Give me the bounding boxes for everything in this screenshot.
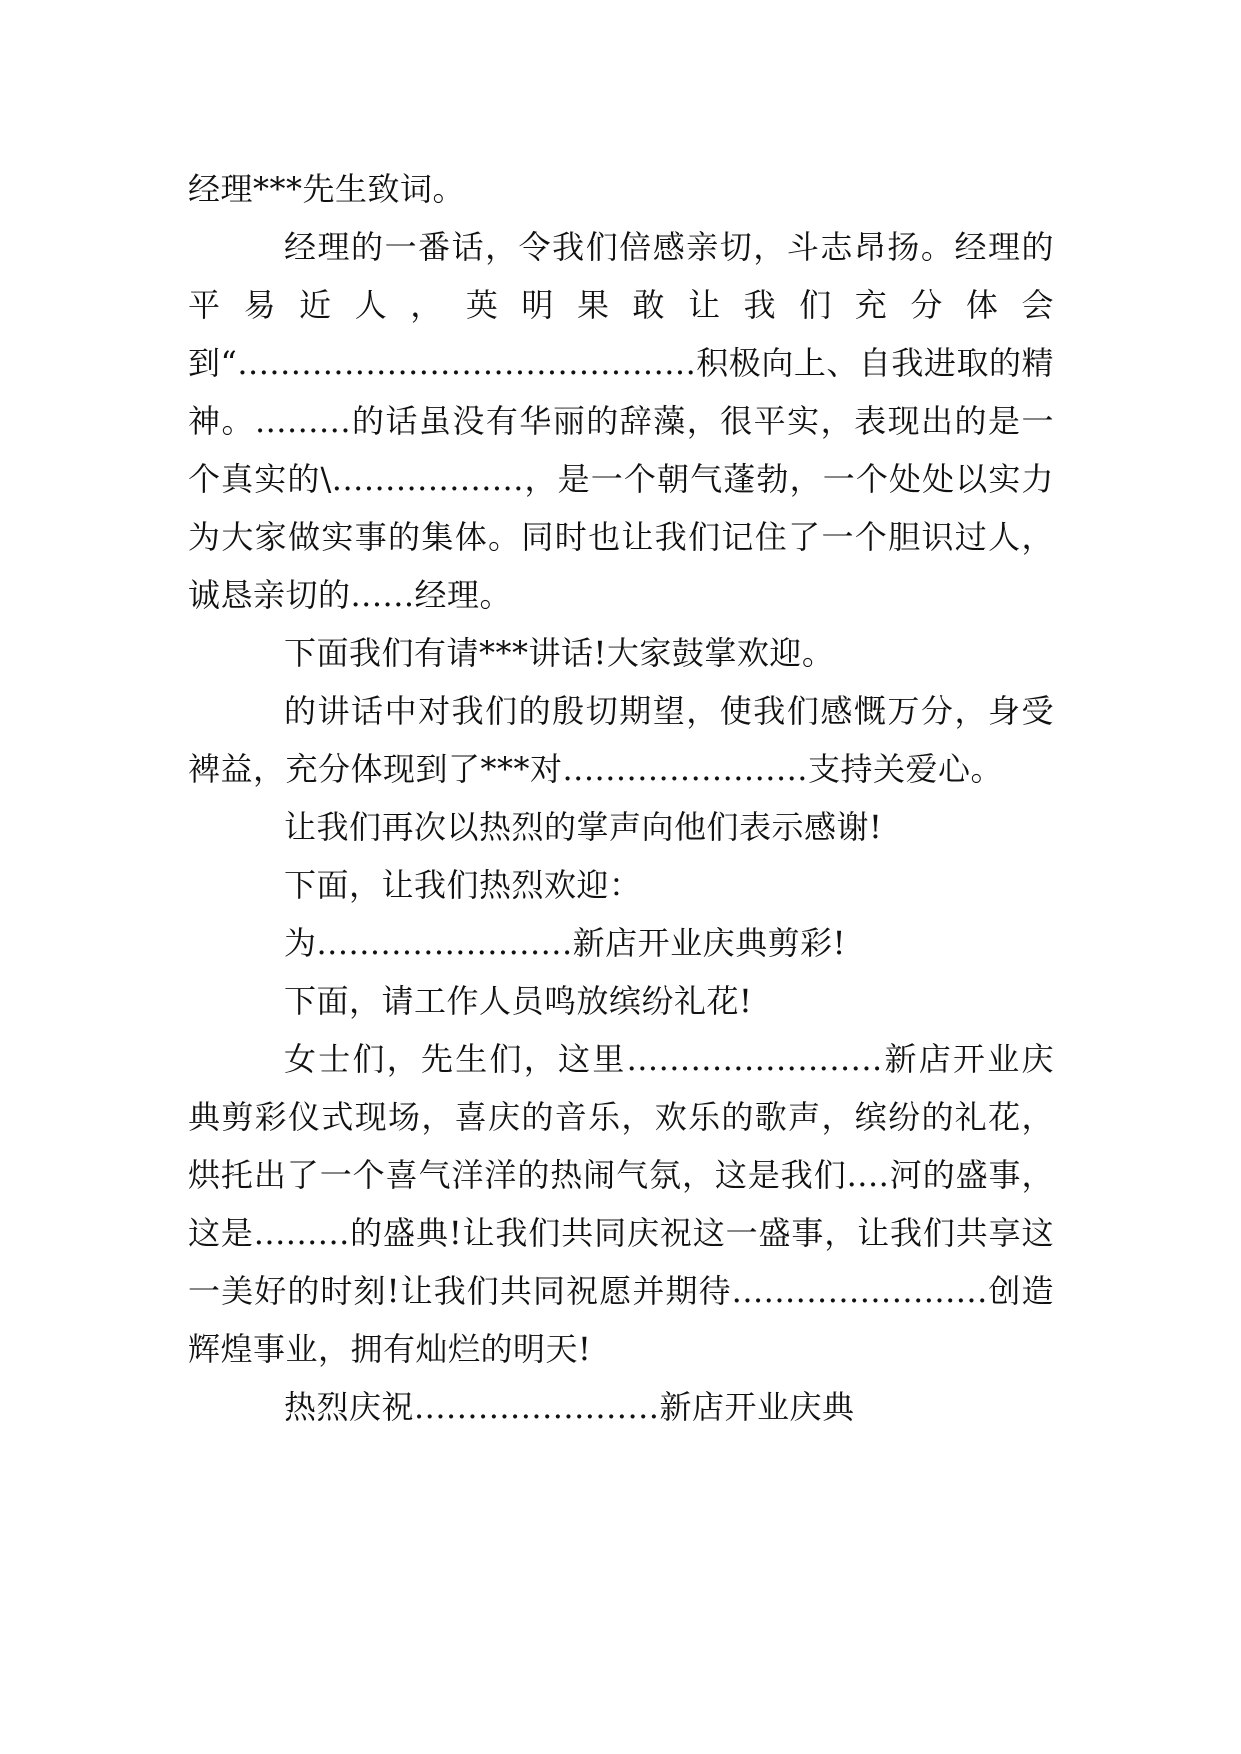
paragraph-applause: 让我们再次以热烈的掌声向他们表示感谢!	[284, 808, 883, 846]
paragraph-welcome: 下面，让我们热烈欢迎：	[284, 866, 642, 904]
paragraph-confetti: 下面，请工作人员鸣放缤纷礼花!	[284, 982, 753, 1020]
paragraph-speaker-thanks: 的讲话中对我们的殷切期望，使我们感慨万分，身受裨益，充分体现到了***对.......................支持关爱心。	[188, 692, 1054, 788]
paragraph-manager-speech: 经理的一番话，令我们倍感亲切，斗志昂扬。经理的平易近人，英明果敢让我们充分体会到“...........................................积极向上、自我进取的精神。.........的话虽没有华丽的辞藻，很平实，表现出的是一个真实的\..................，是一个朝气蓬勃，一个处处以实力为大家做实事的集体。同时也让我们记住了一个胆识过人，诚恳亲切的......经理。	[188, 228, 1054, 614]
paragraph-closing-line: 经理***先生致词。	[188, 170, 466, 208]
paragraph-ceremony-scene: 女士们，先生们，这里........................新店开业庆典剪彩仪式现场，喜庆的音乐，欢乐的歌声，缤纷的礼花，烘托出了一个喜气洋洋的热闹气氛，这是我们....河的盛事，这是.........的盛典!让我们共同庆祝这一盛事，让我们共享这一美好的时刻!让我们共同祝愿并期待........................创造辉煌事业，拥有灿烂的明天!	[188, 1040, 1054, 1368]
paragraph-ribbon-cutting: 为........................新店开业庆典剪彩!	[284, 924, 846, 962]
document-page	[188, 160, 1054, 1600]
paragraph-celebration: 热烈庆祝.......................新店开业庆典	[284, 1388, 855, 1426]
paragraph-invite-speaker: 下面我们有请***讲话!大家鼓掌欢迎。	[284, 634, 835, 672]
